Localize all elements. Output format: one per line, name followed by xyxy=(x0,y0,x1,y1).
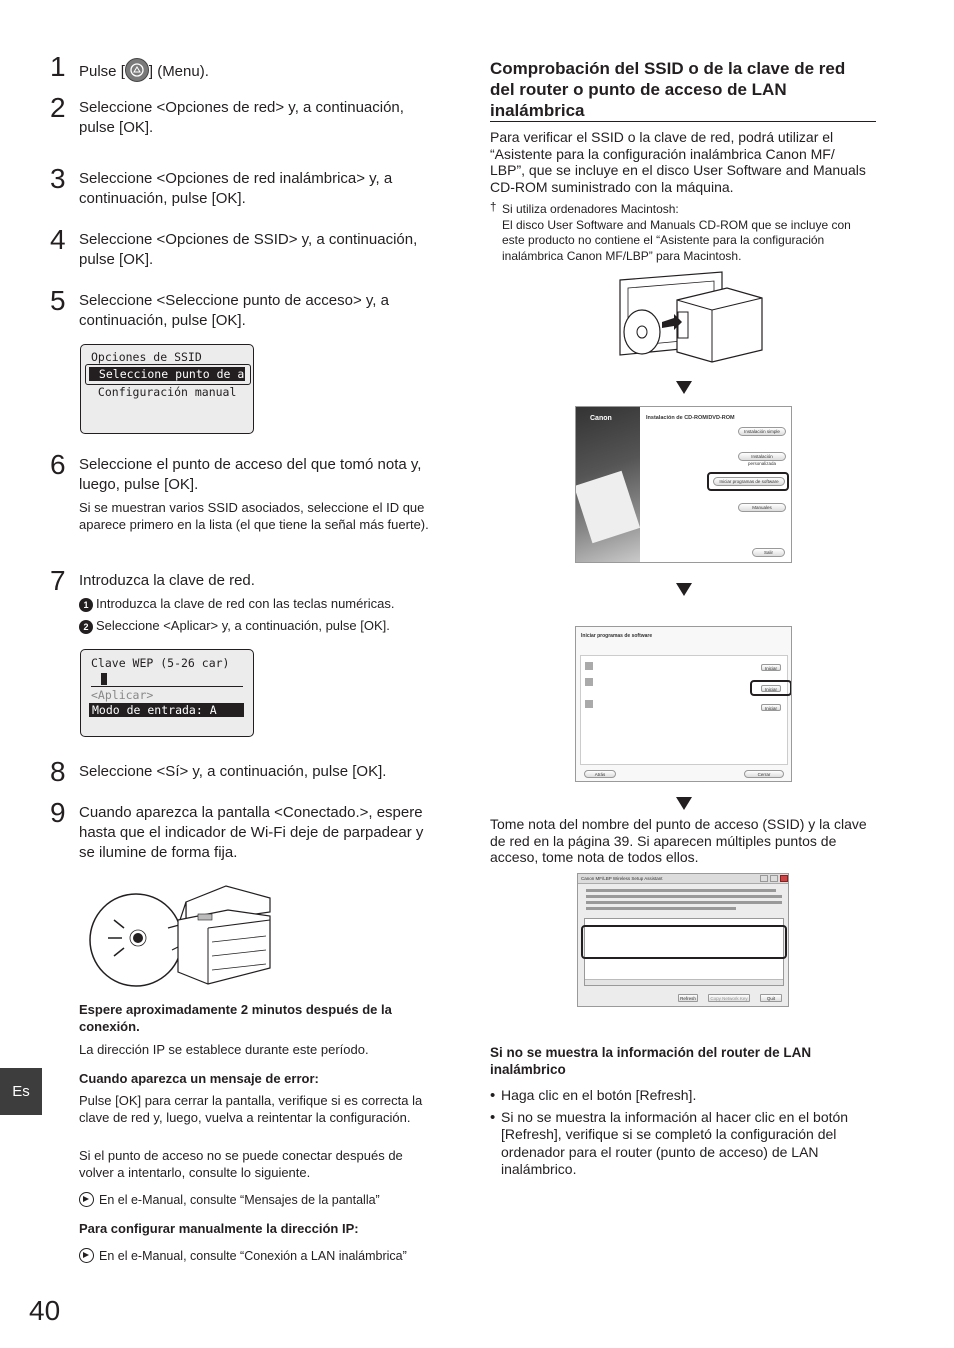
info-text-line xyxy=(586,895,782,898)
start-software-button[interactable]: Iniciar programas de software xyxy=(713,477,785,486)
step-number: 7 xyxy=(50,565,66,596)
horizontal-scrollbar[interactable] xyxy=(585,979,783,985)
start-button[interactable]: Iniciar xyxy=(761,664,781,671)
highlight-frame xyxy=(707,472,789,491)
step-4-text: Seleccione <Opciones de SSID> y, a continuación, pulse [OK]. xyxy=(79,231,418,268)
not-shown-heading: Si no se muestra la información del router de LAN inalámbrico xyxy=(490,1045,812,1077)
program-icon xyxy=(585,662,593,670)
canon-logo: Canon xyxy=(590,415,612,422)
down-arrow-icon xyxy=(676,797,692,810)
bullet-check-config: Si no se muestra la información al hacer clic en el botón [Refresh], verifique si se completó la configuración del ordenador para el router (punto de acceso) de LAN inalámbrico. xyxy=(501,1109,849,1177)
launcher-list xyxy=(580,655,788,765)
error-text-1: Pulse [OK] para cerrar la pantalla, verifique si es correcta la clave de red y, luego, vuelva a reintentar la configuración. xyxy=(79,1093,423,1125)
dagger-mark: † xyxy=(490,202,497,214)
quit-button[interactable]: Quit xyxy=(760,994,782,1002)
step-number: 2 xyxy=(50,92,66,123)
lcd-line: Configuración manual xyxy=(91,385,237,399)
step-number: 6 xyxy=(50,449,66,480)
page-number: 40 xyxy=(29,1295,61,1326)
lcd-line: <Aplicar> xyxy=(91,688,154,702)
software-launcher-screenshot xyxy=(575,626,792,782)
launcher-title: Iniciar programas de software xyxy=(581,633,653,639)
ref-screen-messages: En el e-Manual, consulte “Mensajes de la pantalla” xyxy=(79,1192,449,1209)
installer-banner xyxy=(576,407,640,563)
arrow-right-icon xyxy=(79,1248,94,1263)
program-icon xyxy=(585,678,593,686)
wireless-setup-assistant-screenshot xyxy=(577,873,789,1007)
step-number: 9 xyxy=(50,797,66,828)
bullet-icon: • xyxy=(490,1087,496,1104)
intro-text: Para verificar el SSID o la clave de red, podrá utilizar el “Asistente para la configuración inalámbrica Canon MF/ LBP”, que se incluye en el disco User Software and Manuals CD-ROM suministrado con la máquina. xyxy=(490,129,866,196)
lcd-selected-line: Seleccione punto de a xyxy=(89,367,245,381)
program-icon xyxy=(585,700,593,708)
error-heading: Cuando aparezca un mensaje de error: xyxy=(79,1071,319,1086)
highlight-frame xyxy=(750,680,792,696)
circled-number-icon: 2 xyxy=(79,620,93,634)
lcd-line: Opciones de SSID xyxy=(91,350,202,364)
exit-button[interactable]: Salir xyxy=(752,548,785,557)
minimize-icon[interactable] xyxy=(760,875,768,882)
step-5-text: Seleccione <Seleccione punto de acceso> y, a continuación, pulse [OK]. xyxy=(79,292,389,329)
step-7-text: Introduzca la clave de red. xyxy=(79,572,255,589)
start-button[interactable]: Iniciar xyxy=(761,685,781,692)
highlight-frame xyxy=(581,925,787,959)
printer-wifi-illustration xyxy=(88,880,278,990)
simple-install-button[interactable]: Instalación simple xyxy=(738,427,786,436)
step-number: 1 xyxy=(50,51,66,82)
manuals-button[interactable]: Manuales xyxy=(738,503,786,512)
bullet-refresh: Haga clic en el botón [Refresh]. xyxy=(501,1087,697,1103)
step-2-text: Seleccione <Opciones de red> y, a continuación, pulse [OK]. xyxy=(79,99,404,136)
lcd-wep-key xyxy=(80,649,254,737)
info-text-line xyxy=(586,889,776,892)
step-3-text: Seleccione <Opciones de red inalámbrica> y, a continuación, pulse [OK]. xyxy=(79,170,393,207)
title-bar xyxy=(578,874,789,884)
step-6-text: Seleccione el punto de acceso del que tomó nota y, luego, pulse [OK]. xyxy=(79,456,422,493)
step-number: 3 xyxy=(50,163,66,194)
bullet-icon: • xyxy=(490,1109,496,1126)
step-1-text: Pulse [ ] (Menu). xyxy=(79,58,441,82)
ip-heading: Para configurar manualmente la dirección IP: xyxy=(79,1221,359,1236)
info-text-line xyxy=(586,901,782,904)
down-arrow-icon xyxy=(676,381,692,394)
note-text: Tome nota del nombre del punto de acceso (SSID) y la clave de red en la página 39. Si aparecen múltiples puntos de acceso, tome nota de todos ellos. xyxy=(490,816,867,866)
installer-title: Instalación de CD-ROM/DVD-ROM xyxy=(646,415,735,421)
window-title: Canon MF/LBP Wireless Setup Assistant xyxy=(581,876,663,881)
error-text-2: Si el punto de acceso no se puede conectar después de volver a intentarlo, consulte lo siguiente. xyxy=(79,1148,403,1180)
cursor-icon xyxy=(101,673,107,685)
step-7-sub-2: 2 Seleccione <Aplicar> y, a continuación, pulse [OK]. xyxy=(79,618,449,635)
step-number: 5 xyxy=(50,285,66,316)
lcd-ssid-options xyxy=(80,344,254,434)
menu-icon xyxy=(125,58,149,82)
section-heading: Comprobación del SSID o de la clave de red del router o punto de acceso de LAN inalámbrica xyxy=(490,59,846,120)
step-7-sub-1: 1 Introduzca la clave de red con las teclas numéricas. xyxy=(79,596,449,613)
mac-note: Si utiliza ordenadores Macintosh: El disco User Software and Manuals CD-ROM que se incluye con este producto no contiene el “Asistente para la configuración inalámbrica Canon MF/LBP” para Macintosh. xyxy=(502,202,851,263)
down-arrow-icon xyxy=(676,583,692,596)
heading-rule xyxy=(490,121,876,122)
step-9-text: Cuando aparezca la pantalla <Conectado.>, espere hasta que el indicador de Wi-Fi deje de parpadear y se ilumine de forma fija. xyxy=(79,804,424,861)
step-number: 4 xyxy=(50,224,66,255)
wait-text: La dirección IP se establece durante este período. xyxy=(79,1042,369,1057)
info-text-line xyxy=(586,907,736,910)
document-graphic xyxy=(575,471,640,544)
start-button[interactable]: Iniciar xyxy=(761,704,781,711)
maximize-icon[interactable] xyxy=(770,875,778,882)
step-8-text: Seleccione <Sí> y, a continuación, pulse [OK]. xyxy=(79,763,387,780)
wait-heading: Espere aproximadamente 2 minutos después de la conexión. xyxy=(79,1002,392,1034)
custom-install-button[interactable]: Instalación personalizada xyxy=(738,452,786,461)
computer-cd-illustration xyxy=(612,270,767,365)
language-tab: Es xyxy=(0,1068,42,1115)
ref-wireless-lan: En el e-Manual, consulte “Conexión a LAN inalámbrica” xyxy=(79,1248,449,1265)
lcd-line: Clave WEP (5-26 car) xyxy=(91,656,230,670)
close-button[interactable]: Cerrar xyxy=(744,770,784,778)
step-6-note: Si se muestran varios SSID asociados, seleccione el ID que aparece primero en la lista (el que tiene la señal más fuerte). xyxy=(79,500,429,532)
lcd-input-field xyxy=(91,672,243,687)
refresh-button[interactable]: Refresh xyxy=(678,994,698,1002)
lcd-selected-line: Modo de entrada: A xyxy=(89,703,244,717)
close-icon[interactable] xyxy=(780,875,788,882)
copy-key-button[interactable]: Copy Network Key xyxy=(708,994,750,1002)
step-number: 8 xyxy=(50,756,66,787)
back-button[interactable]: Atrás xyxy=(584,770,616,778)
cdrom-installer-screenshot xyxy=(575,406,792,563)
arrow-right-icon xyxy=(79,1192,94,1207)
circled-number-icon: 1 xyxy=(79,598,93,612)
